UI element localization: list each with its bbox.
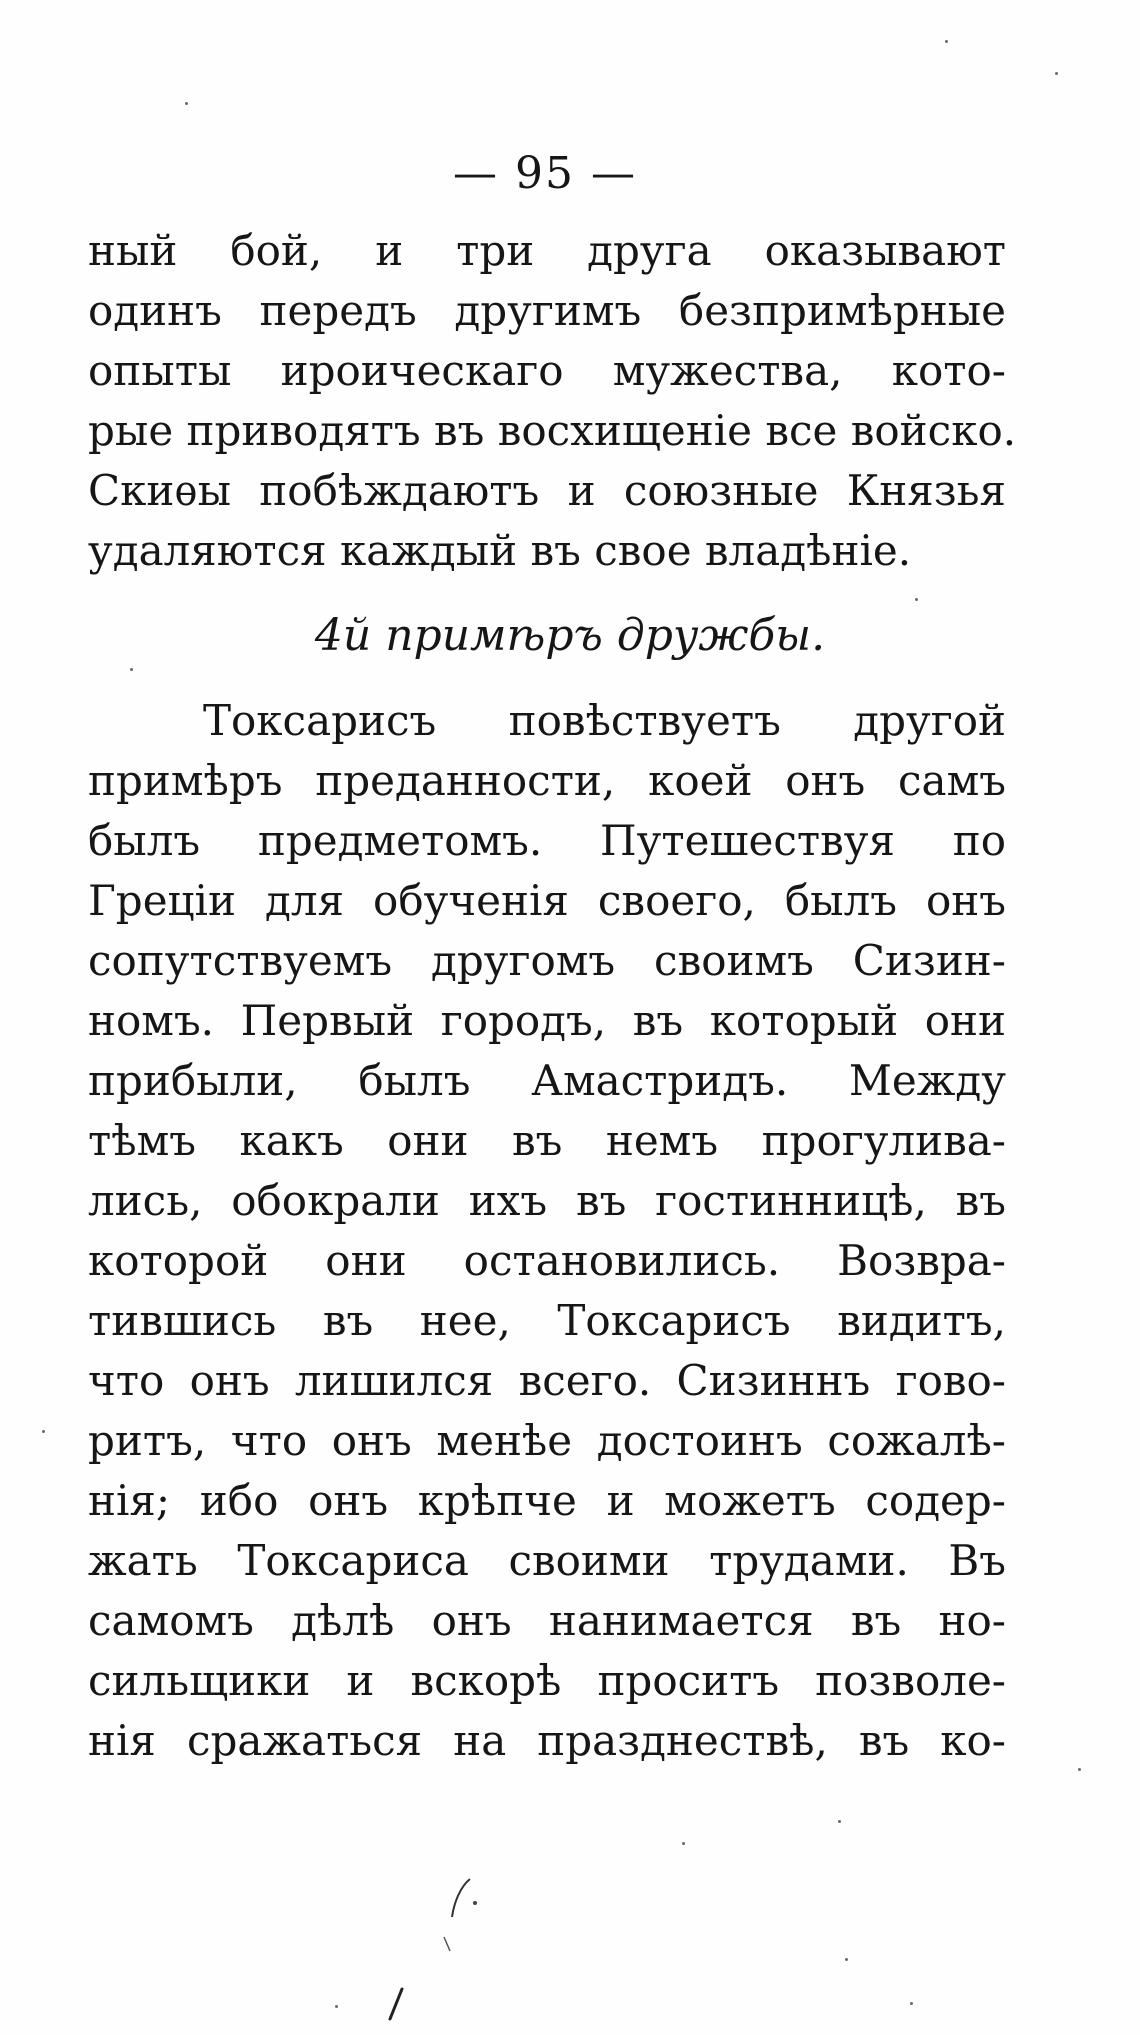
paper-speck [915, 598, 918, 601]
paper-speck [838, 1820, 841, 1823]
text-line: одинъ передъ другимъ безпримѣрные [88, 286, 1006, 335]
text-line: тившись въ нее, Токсарисъ видитъ, [88, 1296, 1006, 1345]
page-number: — 95 — [453, 148, 637, 199]
section-heading: 4й примѣръ дружбы. [314, 610, 826, 661]
text-line: тѣмъ какъ они въ немъ прогулива- [88, 1116, 1006, 1165]
text-line: рые приводятъ въ восхищеніе все войско. [88, 406, 1017, 455]
paper-speck [1055, 72, 1058, 75]
paragraph-main [88, 691, 1006, 1771]
paper-speck [335, 2005, 338, 2008]
text-line: опыты ироическаго мужества, кото- [88, 346, 1006, 395]
text-line: Греціи для обученія своего, былъ онъ [88, 876, 1006, 925]
paper-speck [910, 2002, 913, 2005]
text-line: самомъ дѣлѣ онъ нанимается въ но- [88, 1596, 1006, 1645]
text-line: былъ предметомъ. Путешествуя по [88, 816, 1006, 865]
text-line: удаляются каждый въ свое владѣніе. [88, 526, 912, 575]
text-line: лись, обокрали ихъ въ гостинницѣ, въ [88, 1176, 1006, 1225]
ink-stroke [380, 1985, 410, 2025]
text-line: примѣръ преданности, коей онъ самъ [88, 756, 1006, 805]
paper-speck [945, 40, 948, 43]
paragraph-continued [88, 221, 1017, 581]
text-line: что онъ лишился всего. Сизиннъ гово- [88, 1356, 1006, 1405]
paper-speck [130, 668, 133, 671]
text-line: жать Токсариса своими трудами. Въ [88, 1536, 1006, 1585]
text-line: которой они остановились. Возвра- [88, 1236, 1006, 1285]
text-line: прибыли, былъ Амастридъ. Между [88, 1056, 1006, 1105]
text-line: Скиѳы побѣждаютъ и союзные Князья [88, 466, 1006, 515]
text-line: номъ. Первый городъ, въ который они [88, 996, 1006, 1045]
paper-speck [1078, 1768, 1081, 1771]
paper-speck [185, 102, 188, 105]
text-line: ный бой, и три друга оказывают [88, 226, 1006, 275]
text-line: нія сражаться на празднествѣ, въ ко- [88, 1716, 1006, 1765]
text-line: нія; ибо онъ крѣпче и можетъ содер- [88, 1476, 1006, 1525]
paper-speck [845, 1958, 848, 1961]
paper-speck [42, 1430, 45, 1433]
text-line: Токсарисъ повѣствуетъ другой [203, 696, 1006, 745]
ink-mark [430, 1875, 500, 1965]
text-line: сильщики и вскорѣ проситъ позволе- [88, 1656, 1006, 1705]
text-line: ритъ, что онъ менѣе достоинъ сожалѣ- [88, 1416, 1006, 1465]
text-line: сопутствуемъ другомъ своимъ Сизин- [88, 936, 1006, 985]
paper-speck [682, 1842, 685, 1845]
